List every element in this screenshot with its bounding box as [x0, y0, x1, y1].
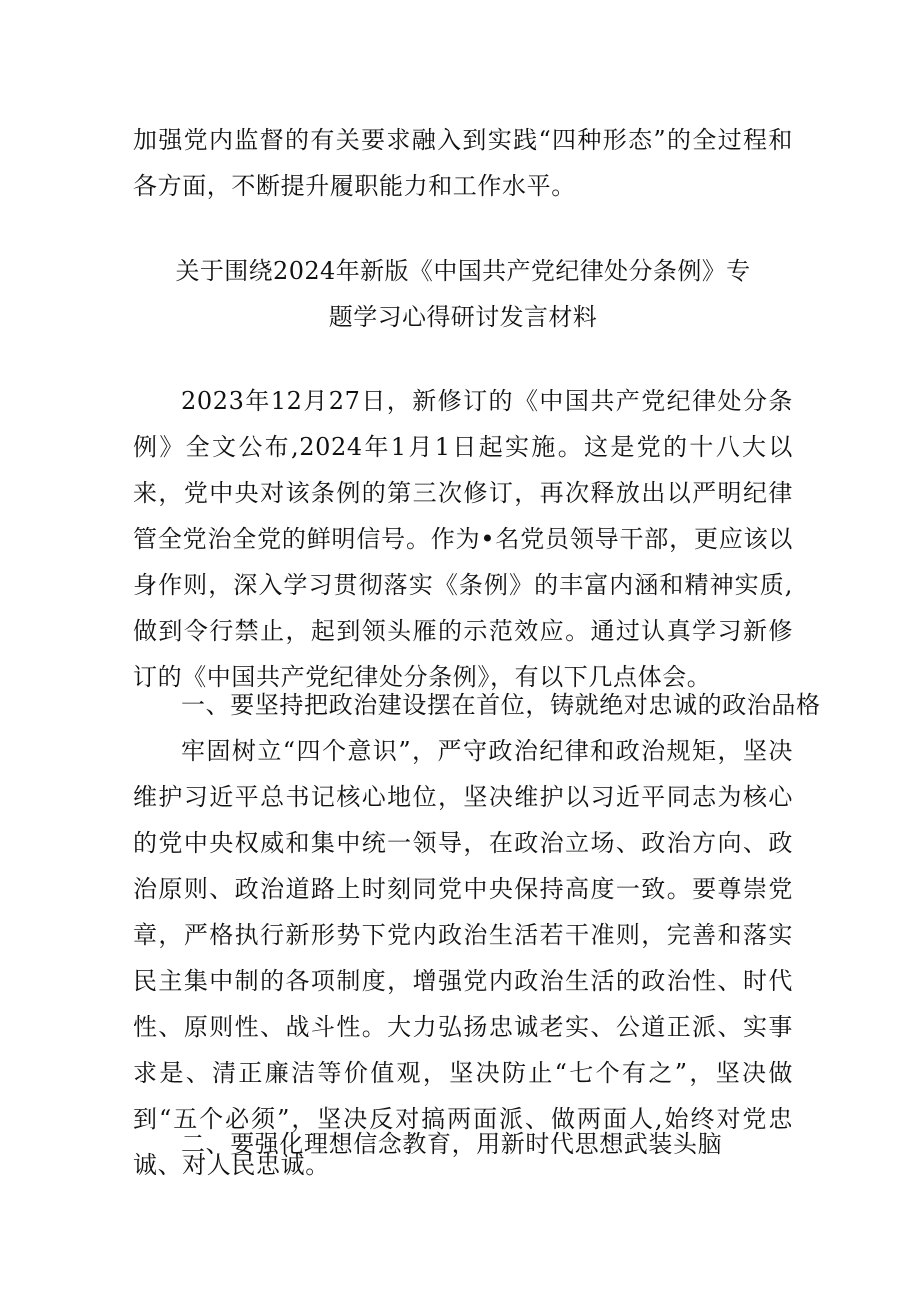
intro-paragraph: 2023年12月27日，新修订的《中国共产党纪律处分条例》全文公布,2024年1月1日起实施。这是党的十八大以来，党中央对该条例的第三次修订，再次释放出以严明纪律管全党治全党的鲜明信号。作为•名党员领导干部，更应该以身作则，深入学习贯彻落实《条例》的丰富内涵和精神实质,做到令行禁止，起到领头雁的示范效应。通过认真学习新修订的《中国共产党纪律处分条例》，有以下几点体会。	[133, 387, 793, 691]
document-title	[133, 248, 793, 340]
title-line-1: 关于围绕2024年新版《中国共产党纪律处分条例》专	[175, 257, 751, 285]
section-1-heading: 一、要坚持把政治建设摆在首位，铸就绝对忠诚的政治品格	[181, 691, 821, 719]
title-line-2: 题学习心得研讨发言材料	[328, 303, 598, 331]
section-1-paragraph: 牢固树立“四个意识”，严守政治纪律和政治规矩，坚决维护习近平总书记核心地位，坚决维护以习近平同志为核心的党中央权威和集中统一领导，在政治立场、政治方向、政治原则、政治道路上时刻同党中央保持高度一致。要尊崇党章，严格执行新形势下党内政治生活若干准则，完善和落实民主集中制的各项制度，增强党内政治生活的政治性、时代性、原则性、战斗性。大力弘扬忠诚老实、公道正派、实事求是、清正廉洁等价值观，坚决防止“七个有之”，坚决做到“五个必须”，坚决反对搞两面派、做两面人,始终对党忠诚、对人民忠诚。	[133, 737, 793, 1179]
section-2-heading: 二、要强化理想信念教育，用新时代思想武装头脑	[181, 1130, 723, 1158]
continuation-paragraph: 加强党内监督的有关要求融入到实践“四种形态”的全过程和各方面，不断提升履职能力和工作水平。	[133, 126, 793, 200]
